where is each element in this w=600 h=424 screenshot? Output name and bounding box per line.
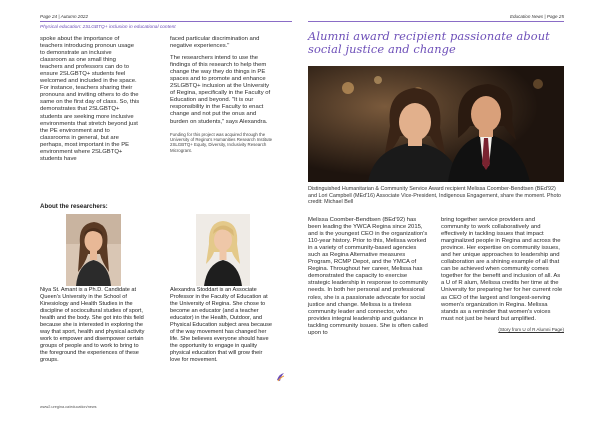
funding-note: Funding for this project was acquired through the University of Regina's Humanities Research Institute 2SLGBTQ+ Equity, Diversity, Inclusivity Research Microgrant. [170,131,273,153]
left-col2-paragraph-2: The researchers intend to use the findings of this research to help them change the way they do things in PE spaces and to promote and enhance 2SLGBTQ+ inclusion at the University of Regina, specifically in the Faculty of Education and beyond. "It is our responsibility in the Faculty to enact change and not put the onus and burden on students," says Alexandra. [170,55,271,125]
left-header-rule [40,21,292,22]
right-column-1 [308,217,430,337]
portrait-niya [66,214,121,286]
portrait-alexandra [196,214,250,286]
left-col1-paragraph: spoke about the importance of teachers introducing pronoun usage to demonstrate an inclusive classroom as one small thing teachers and professors can do to ensure 2SLGBTQ+ students feel welcomed and included in the space. For instance, teachers sharing their pronouns and inviting others to do the same on the first day of class. So, this demonstrates that 2SLGBTQ+ students are seeking more inclusive environments that stretch beyond just the PE environment and to classrooms in general, but are perhaps, most important in the PE environment where 2SLGBTQ+ students have [40,36,140,162]
photo-caption: Distinguished Humanitarian & Community Service Award recipient Melissa Coomber-Bendtsen (BEd'92) and Lori Campbell (MEd'16) Associate Vice-President, Indigenous Engagement, share the moment. Photo credit: Michael Bell [308,186,561,205]
section-tag: Physical education: 2SLGBTQ+ inclusion in educational content [40,25,176,30]
feature-title: Alumni award recipient passionate about social justice and change [308,29,550,57]
right-header-rule [308,21,564,22]
bio-alexandra: Alexandra Stoddart is an Associate Professor in the Faculty of Education at the University of Regina. She chose to become an educator (and a teacher educator) in the Health, Outdoor, and Physical Education subject area because of the way movement has changed her life. She believes everyone should have the opportunity to engage in quality physical education that will grow their love for movement. [170,287,272,363]
feature-photo [308,66,564,182]
about-researchers-heading: About the researchers: [40,203,108,210]
right-column-2 [441,217,564,333]
left-column-1 [40,36,140,163]
story-source-link[interactable]: (Story from U of R Alumni Page) [498,326,564,332]
right-page [300,0,600,424]
right-col2-paragraph: bring together service providers and community to work collaboratively and effectively in tackling issues that impact marginalized people in Regina and across the province. Her expertise on community issues, and her unique approaches to leadership and collaboration are a shining example of all that can be achieved when community comes together for the benefit and inclusion of all. As a U of R alum, Melissa credits her time at the University for preparing her for her current role as CEO of the largest and longest-serving women's organization in Regina. Melissa stands as a reminder that women's voices must not just be heard but amplified. [441,217,563,322]
left-column-2 [170,36,274,153]
left-col2-paragraph-1: faced particular discrimination and negative experiences." [170,36,260,50]
bio-niya: Niya St. Amant is a Ph.D. Candidate at Queen's University in the School of Kinesiology and Health Studies in the discipline of sociocultural studies of sport, health and the body. She got into this field because she is interested in exploring the way that sport, health and physical activity work to empower and disempower certain groups of people and to work to bring to the foreground the experiences of these groups. [40,287,145,363]
footer-url[interactable]: www2.uregina.ca/education/news [40,405,97,409]
right-page-header: Education News | Page 25 [509,14,564,19]
right-col1-paragraph: Melissa Coomber-Bendtsen (BEd'92) has been leading the YWCA Regina since 2015, and is the youngest CEO in the organization's 110-year history. Prior to this, Melissa worked in a variety of community-based agencies such as Regina Alternative measures Program, RCMP Depot, and the YMCA of Regina. Throughout her career, Melissa has demonstrated the capacity to exercise strategic leadership in response to community needs. In both her personal and professional roles, she is a passionate advocate for social justice and change. Melissa is a tireless community leader and connector, who provides integral leadership and guidance in tackling community issues. She is often called upon to [308,217,428,336]
logo-swoosh-icon [276,372,285,382]
left-page-header: Page 24 | Autumn 2022 [40,14,89,19]
